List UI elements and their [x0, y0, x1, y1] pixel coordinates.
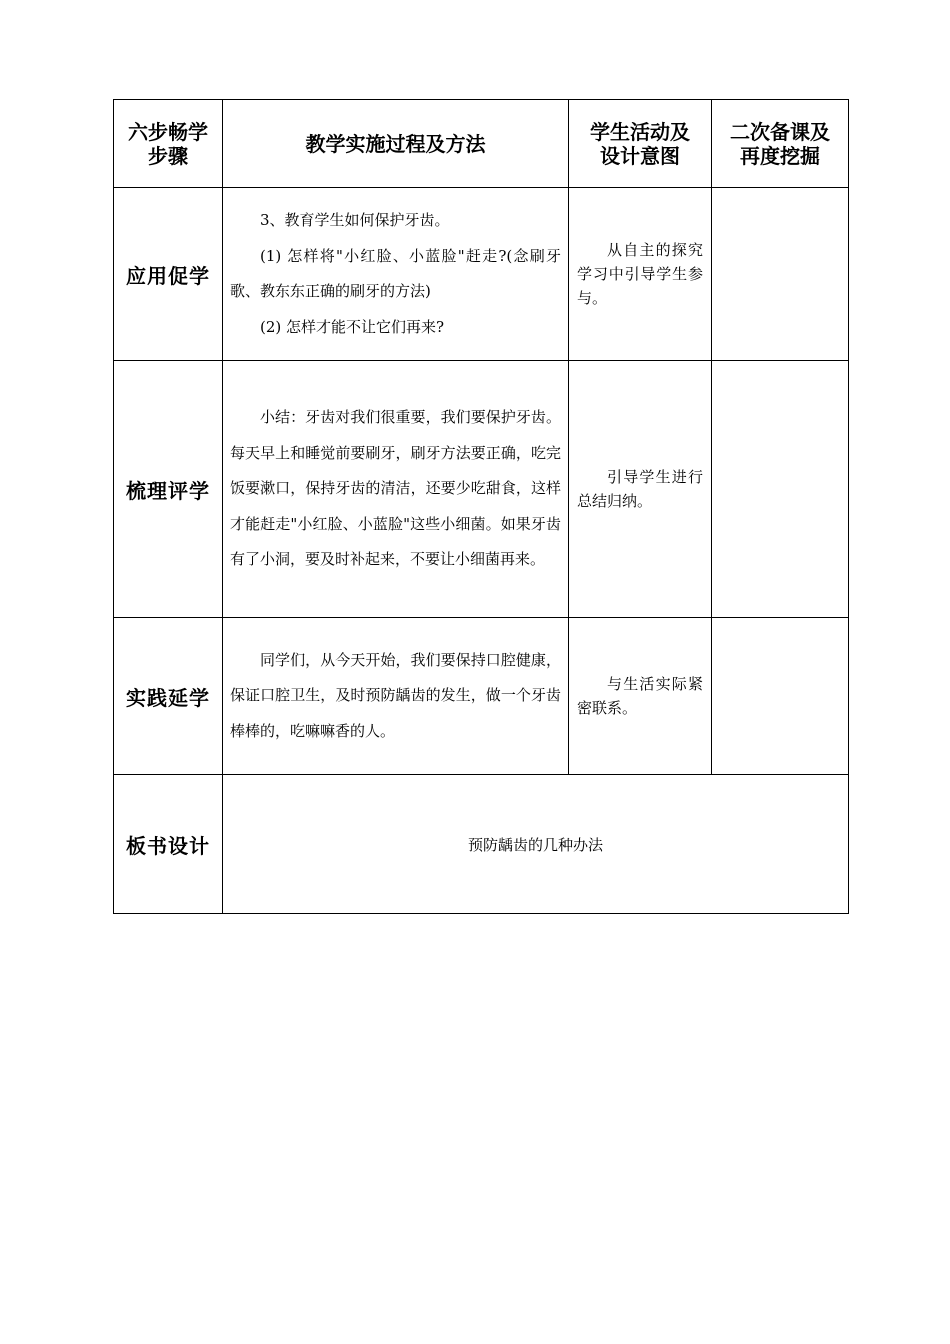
- header-activity-cell: [569, 100, 712, 188]
- process-paragraph: (1) 怎样将"小红脸、小蓝脸"赶走?(念刷牙歌、教东东正确的刷牙的方法): [230, 246, 561, 300]
- process-cell: [223, 618, 569, 775]
- header-process: 教学实施过程及方法: [223, 100, 569, 188]
- activity-text: 与生活实际紧密联系。: [577, 675, 703, 717]
- board-label: 板书设计: [114, 775, 223, 914]
- board-row: [114, 775, 849, 914]
- table-row: [114, 188, 849, 361]
- header-step: 六步畅学步骤: [128, 119, 208, 168]
- header-step-cell: [114, 100, 223, 188]
- step-label: 实践延学: [114, 618, 223, 775]
- activity-text: 引导学生进行总结归纳。: [577, 468, 703, 510]
- notes-cell: [712, 188, 849, 361]
- table-row: [114, 618, 849, 775]
- table-row: [114, 361, 849, 618]
- header-notes: 二次备课及再度挖掘: [730, 119, 830, 168]
- activity-cell: [569, 361, 712, 618]
- step-label: 梳理评学: [114, 361, 223, 618]
- process-paragraph: 3、教育学生如何保护牙齿。: [260, 211, 450, 229]
- activity-text: 从自主的探究学习中引导学生参与。: [577, 241, 703, 307]
- process-paragraph: (2) 怎样才能不让它们再来?: [260, 317, 445, 336]
- step-label: 应用促学: [114, 188, 223, 361]
- activity-cell: [569, 188, 712, 361]
- header-row: [114, 100, 849, 188]
- process-paragraph: 小结：牙齿对我们很重要，我们要保护牙齿。每天早上和睡觉前要刷牙，刷牙方法要正确，吃完饭要漱口，保持牙齿的清洁，还要少吃甜食，这样才能赶走"小红脸、小蓝脸"这些小细菌。如果牙齿有了小洞，要及时补起来，不要让小细菌再来。: [230, 408, 561, 569]
- lesson-plan-table: [113, 99, 849, 914]
- board-content: 预防龋齿的几种办法: [223, 775, 849, 914]
- process-cell: [223, 188, 569, 361]
- header-activity: 学生活动及设计意图: [590, 119, 690, 168]
- notes-cell: [712, 361, 849, 618]
- activity-cell: [569, 618, 712, 775]
- process-paragraph: 同学们，从今天开始，我们要保持口腔健康，保证口腔卫生，及时预防龋齿的发生，做一个牙齿棒棒的，吃嘛嘛香的人。: [230, 650, 561, 740]
- notes-cell: [712, 618, 849, 775]
- process-cell: [223, 361, 569, 618]
- header-notes-cell: [712, 100, 849, 188]
